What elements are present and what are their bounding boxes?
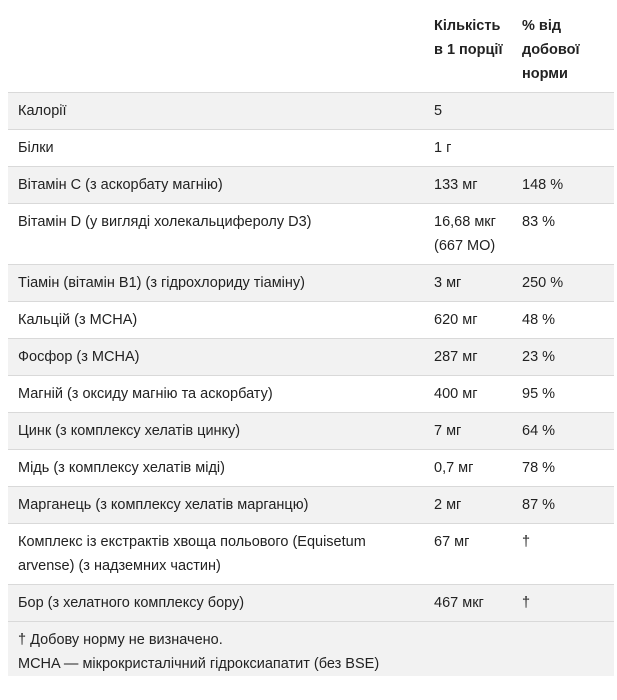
nutrition-facts	[8, 0, 614, 676]
nutrient-name: Комплекс із екстрактів хвоща польового (Equisetum arvense) (з надземних частин)	[8, 524, 424, 585]
table-row	[8, 302, 614, 339]
footnote-dagger: † Добову норму не визначено.	[18, 632, 223, 648]
daily-value: 83 %	[512, 204, 614, 265]
nutrient-name: Тіамін (вітамін B1) (з гідрохлориду тіаміну)	[8, 265, 424, 302]
nutrient-name: Кальцій (з MCHA)	[8, 302, 424, 339]
daily-value: †	[512, 524, 614, 585]
nutrient-name: Фосфор (з MCHA)	[8, 339, 424, 376]
daily-value: †	[512, 585, 614, 622]
nutrient-name: Магній (з оксиду магнію та аскорбату)	[8, 376, 424, 413]
nutrient-name: Білки	[8, 130, 424, 167]
daily-value: 64 %	[512, 413, 614, 450]
daily-value	[512, 93, 614, 130]
header-daily-value: % від добової норми	[512, 0, 614, 93]
header-amount-per-serving: Кількість в 1 порції	[424, 0, 512, 93]
table-row	[8, 167, 614, 204]
amount-per-serving: 0,7 мг	[424, 450, 512, 487]
table-row	[8, 265, 614, 302]
amount-per-serving: 287 мг	[424, 339, 512, 376]
amount-per-serving: 7 мг	[424, 413, 512, 450]
table-row	[8, 93, 614, 130]
nutrient-name: Марганець (з комплексу хелатів марганцю)	[8, 487, 424, 524]
daily-value: 250 %	[512, 265, 614, 302]
nutrient-name: Бор (з хелатного комплексу бору)	[8, 585, 424, 622]
table-row	[8, 585, 614, 622]
amount-per-serving: 5	[424, 93, 512, 130]
nutrient-name: Вітамін D (у вигляді холекальциферолу D3)	[8, 204, 424, 265]
nutrient-name: Вітамін С (з аскорбату магнію)	[8, 167, 424, 204]
amount-per-serving: 16,68 мкг (667 МО)	[424, 204, 512, 265]
daily-value: 148 %	[512, 167, 614, 204]
nutrient-name: Цинк (з комплексу хелатів цинку)	[8, 413, 424, 450]
table-row	[8, 450, 614, 487]
amount-per-serving: 133 мг	[424, 167, 512, 204]
daily-value: 95 %	[512, 376, 614, 413]
daily-value: 78 %	[512, 450, 614, 487]
header-name	[8, 0, 424, 93]
table-row	[8, 204, 614, 265]
daily-value: 48 %	[512, 302, 614, 339]
amount-per-serving: 2 мг	[424, 487, 512, 524]
amount-per-serving: 400 мг	[424, 376, 512, 413]
nutrient-name: Мідь (з комплексу хелатів міді)	[8, 450, 424, 487]
amount-per-serving: 3 мг	[424, 265, 512, 302]
daily-value	[512, 130, 614, 167]
amount-per-serving: 1 г	[424, 130, 512, 167]
amount-per-serving: 620 мг	[424, 302, 512, 339]
footnote-mcha: MCHA — мікрокристалічний гідроксиапатит (без BSE)	[18, 656, 380, 672]
table-header-row	[8, 0, 614, 93]
nutrition-table	[8, 0, 614, 622]
nutrient-name: Калорії	[8, 93, 424, 130]
amount-per-serving: 467 мкг	[424, 585, 512, 622]
table-row	[8, 376, 614, 413]
table-row	[8, 524, 614, 585]
daily-value: 87 %	[512, 487, 614, 524]
table-row	[8, 130, 614, 167]
table-row	[8, 413, 614, 450]
daily-value: 23 %	[512, 339, 614, 376]
table-row	[8, 487, 614, 524]
footnotes	[8, 622, 614, 676]
table-row	[8, 339, 614, 376]
amount-per-serving: 67 мг	[424, 524, 512, 585]
